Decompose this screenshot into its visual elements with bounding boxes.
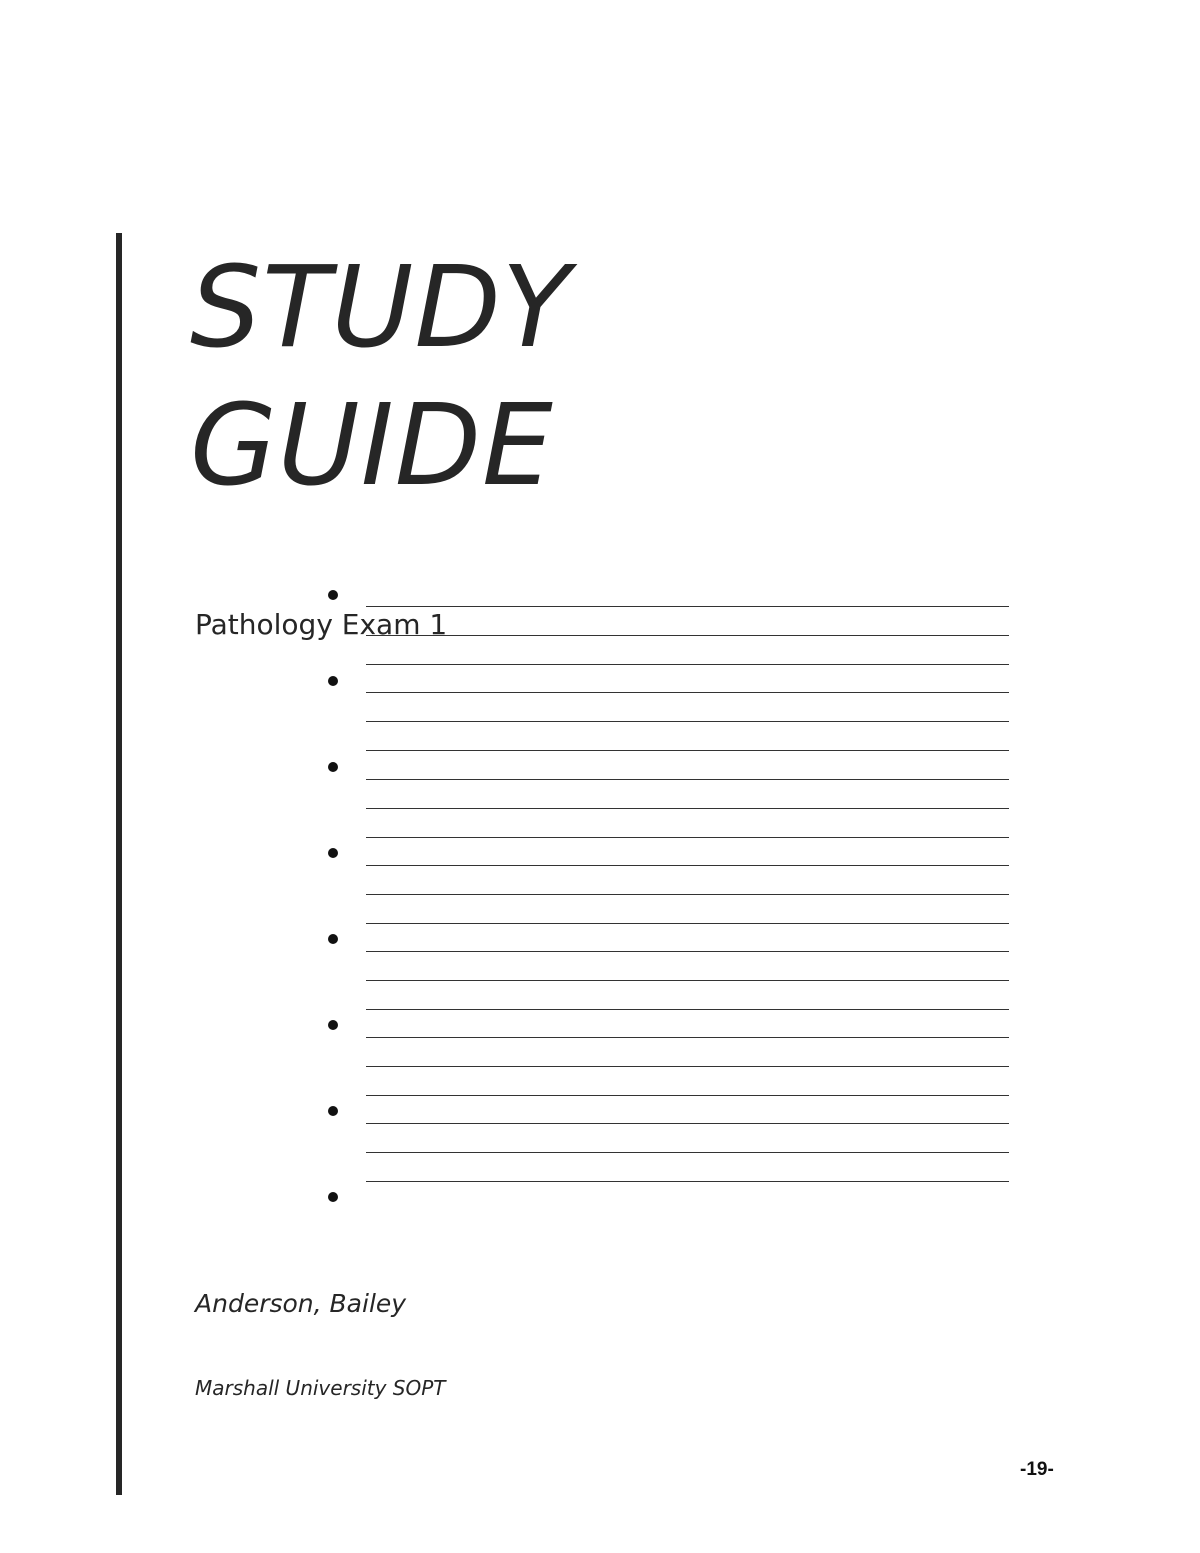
writing-line <box>366 808 1009 809</box>
bullet-marker <box>328 848 338 858</box>
writing-line <box>366 779 1009 780</box>
bullet-marker <box>328 590 338 600</box>
writing-line <box>366 1009 1009 1010</box>
writing-line <box>366 1066 1009 1067</box>
writing-line <box>366 1095 1009 1096</box>
bullet-marker <box>328 1106 338 1116</box>
vertical-accent-rule <box>116 233 122 1495</box>
bullet-marker <box>328 762 338 772</box>
writing-line <box>366 1037 1009 1038</box>
writing-line <box>366 750 1009 751</box>
writing-line <box>366 894 1009 895</box>
writing-line <box>366 980 1009 981</box>
title-line-1: STUDY <box>190 243 572 373</box>
writing-line <box>366 1152 1009 1153</box>
writing-line <box>366 865 1009 866</box>
title-line-2: GUIDE <box>190 381 554 511</box>
writing-line <box>366 837 1009 838</box>
writing-line <box>366 923 1009 924</box>
page-number: -19- <box>1020 1459 1054 1480</box>
writing-line <box>366 635 1009 636</box>
writing-line <box>366 721 1009 722</box>
bullet-marker <box>328 1020 338 1030</box>
subtitle: Pathology Exam 1 <box>195 608 448 641</box>
bullet-marker <box>328 1192 338 1202</box>
writing-line <box>366 692 1009 693</box>
bullet-marker <box>328 676 338 686</box>
writing-line <box>366 606 1009 607</box>
writing-line <box>366 664 1009 665</box>
writing-line <box>366 951 1009 952</box>
bullet-marker <box>328 934 338 944</box>
institution-name: Marshall University SOPT <box>195 1376 446 1400</box>
author-name: Anderson, Bailey <box>195 1289 407 1318</box>
writing-line <box>366 1123 1009 1124</box>
writing-line <box>366 1181 1009 1182</box>
